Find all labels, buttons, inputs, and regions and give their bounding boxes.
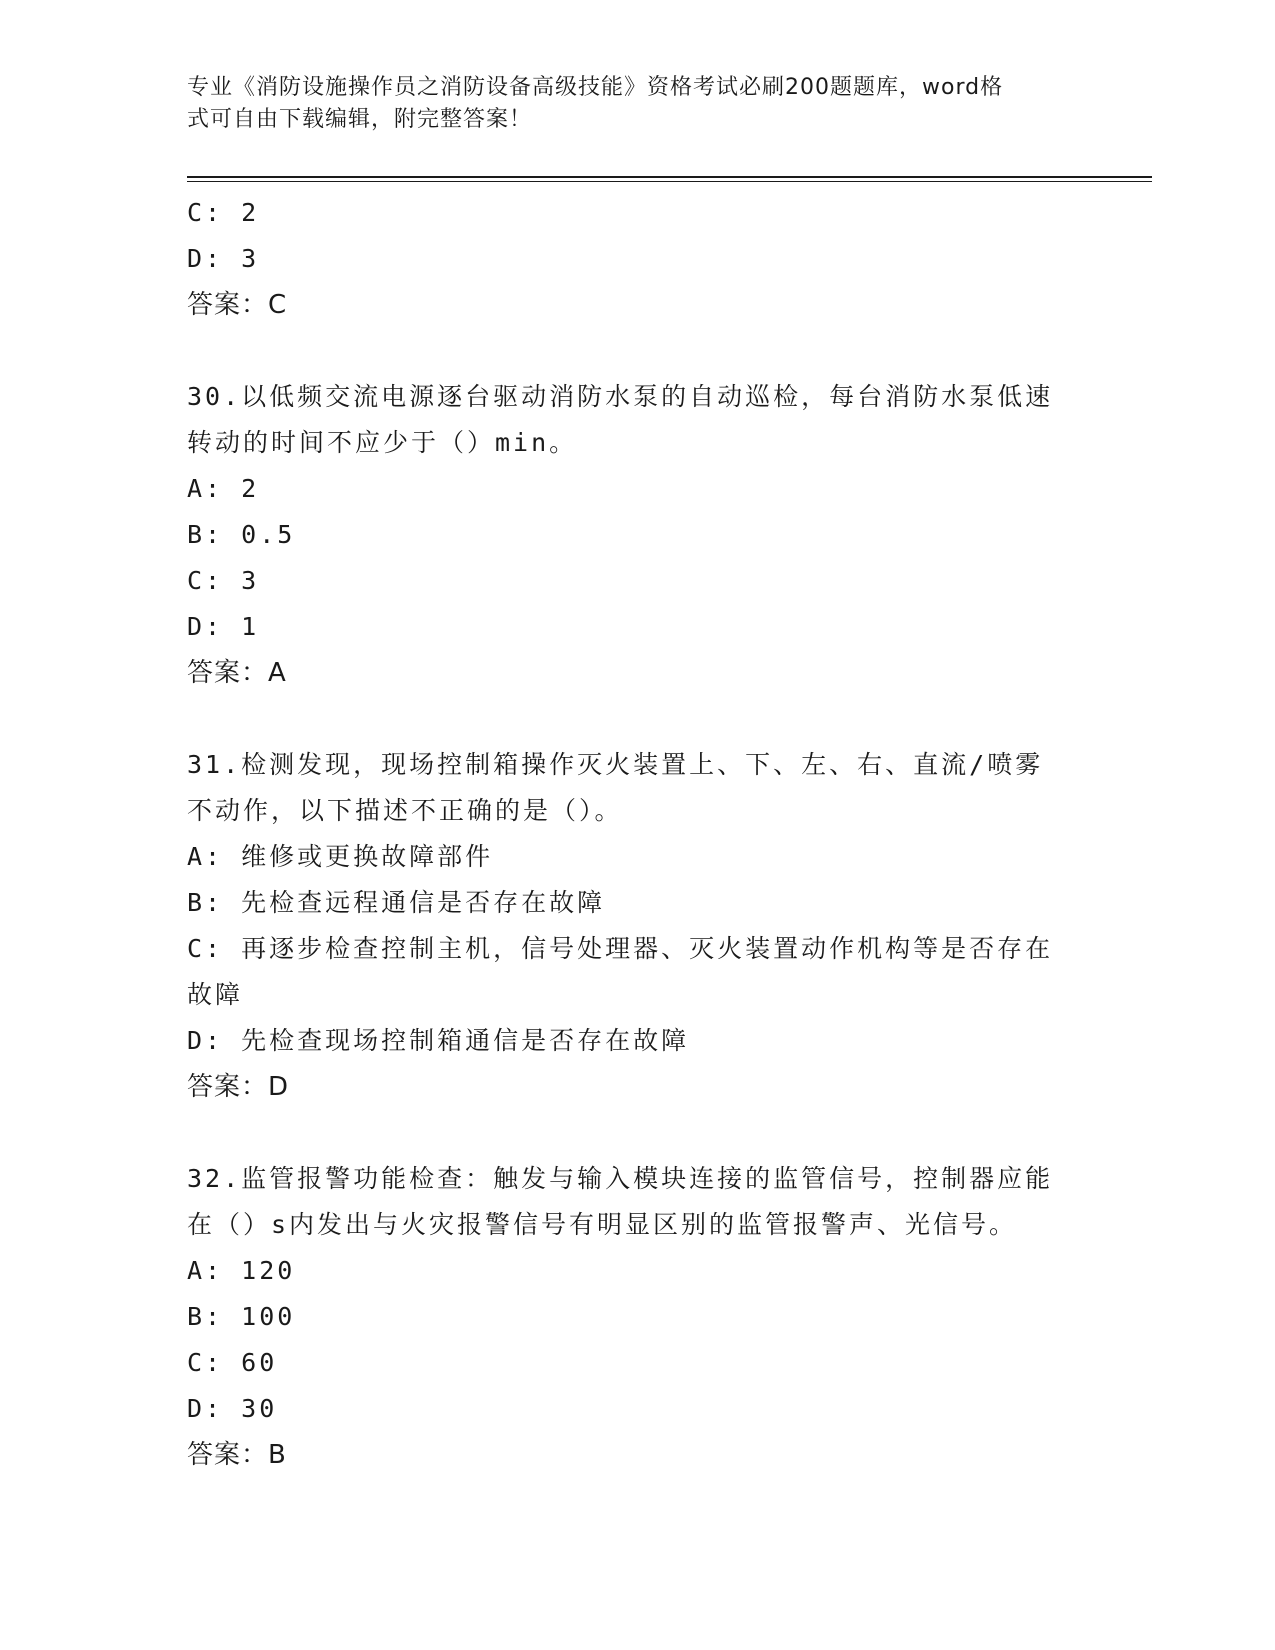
question-text-line-1: 30.以低频交流电源逐台驱动消防水泵的自动巡检，每台消防水泵低速 xyxy=(187,382,1054,411)
option-b: B: 0.5 xyxy=(187,520,296,549)
option-d: D: 1 xyxy=(187,612,260,641)
question-text-line-2: 不动作，以下描述不正确的是（）。 xyxy=(187,796,623,825)
option-d: D: 先检查现场控制箱通信是否存在故障 xyxy=(187,1026,690,1055)
question-list xyxy=(187,190,1087,1478)
spacer xyxy=(187,328,1087,374)
spacer xyxy=(187,1110,1087,1156)
option-c: C: 3 xyxy=(187,566,260,595)
option-c: C: 60 xyxy=(187,1348,278,1377)
option-c-line-1: C: 再逐步检查控制主机，信号处理器、灭火装置动作机构等是否存在 xyxy=(187,934,1054,963)
question-31-block xyxy=(187,742,1087,1110)
header-line-2: 式可自由下载编辑，附完整答案！ xyxy=(187,107,533,132)
header-divider-thin xyxy=(187,181,1152,182)
option-b: B: 100 xyxy=(187,1302,296,1331)
question-text-line-1: 31.检测发现，现场控制箱操作灭火装置上、下、左、右、直流/喷雾 xyxy=(187,750,1044,779)
answer-line: 答案：B xyxy=(187,1440,287,1470)
spacer xyxy=(187,696,1087,742)
option-d: D: 3 xyxy=(187,244,260,273)
header-line-1: 专业《消防设施操作员之消防设备高级技能》资格考试必刷200题题库，word格 xyxy=(187,75,1004,100)
question-text-line-1: 32.监管报警功能检查：触发与输入模块连接的监管信号，控制器应能 xyxy=(187,1164,1054,1193)
option-d: D: 30 xyxy=(187,1394,278,1423)
option-c-line-2: 故障 xyxy=(187,980,244,1009)
question-30-block xyxy=(187,374,1087,696)
answer-line: 答案：D xyxy=(187,1072,290,1102)
option-c: C: 2 xyxy=(187,198,260,227)
option-a: A: 2 xyxy=(187,474,260,503)
document-header xyxy=(187,72,1067,136)
question-text-line-2: 在（）s内发出与火灾报警信号有明显区别的监管报警声、光信号。 xyxy=(187,1210,1018,1239)
header-divider-thick xyxy=(187,176,1152,178)
option-a: A: 120 xyxy=(187,1256,296,1285)
option-a: A: 维修或更换故障部件 xyxy=(187,842,494,871)
question-text-line-2: 转动的时间不应少于（）min。 xyxy=(187,428,578,457)
question-29-block xyxy=(187,190,1087,328)
answer-line: 答案：C xyxy=(187,290,288,320)
question-32-block xyxy=(187,1156,1087,1478)
option-b: B: 先检查远程通信是否存在故障 xyxy=(187,888,606,917)
answer-line: 答案：A xyxy=(187,658,287,688)
